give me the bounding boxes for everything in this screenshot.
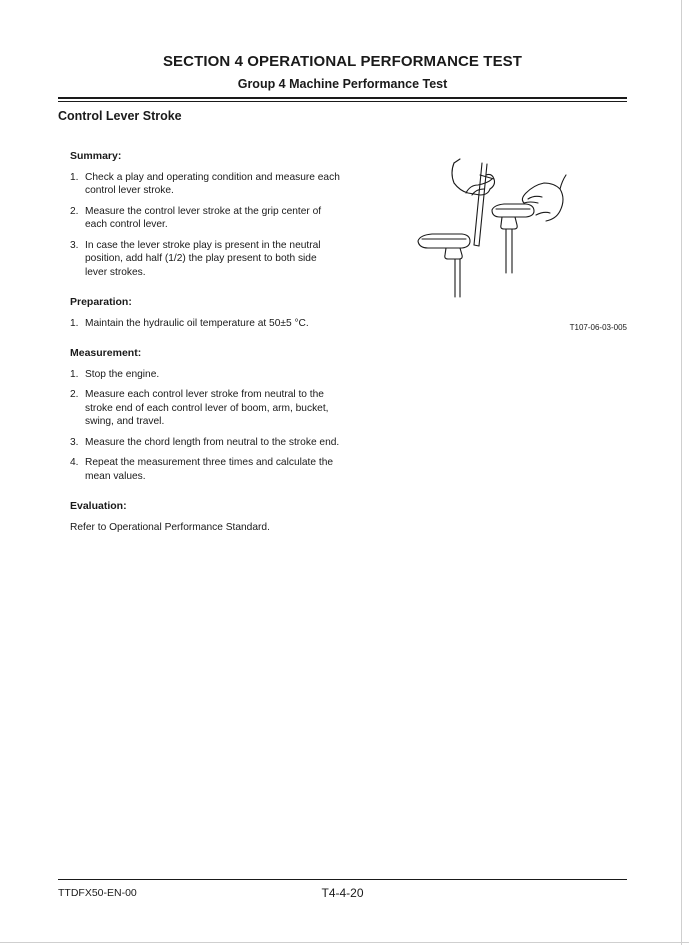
page-number: T4-4-20 xyxy=(321,886,364,900)
list-item xyxy=(70,456,340,483)
item-text: Measure the chord length from neutral to the stroke end. xyxy=(85,436,340,448)
item-text: In case the lever stroke play is present in the neutral position, add half (1/2) the play present to both side lever strokes. xyxy=(85,239,321,278)
item-text: Stop the engine. xyxy=(85,368,160,380)
summary-section xyxy=(70,150,340,279)
measurement-heading: Measurement: xyxy=(70,347,142,359)
header-rule-thick xyxy=(58,97,627,99)
item-text: Repeat the measurement three times and calculate the mean values. xyxy=(85,457,334,482)
item-number: 1. xyxy=(70,368,79,380)
figure-caption: T107-06-03-005 xyxy=(569,323,627,332)
group-title: Group 4 Machine Performance Test xyxy=(237,77,448,91)
header-rule-thin xyxy=(58,101,627,102)
evaluation-section xyxy=(70,500,340,534)
evaluation-heading: Evaluation: xyxy=(70,500,127,512)
item-number: 2. xyxy=(70,205,79,217)
list-item xyxy=(70,239,340,280)
preparation-list xyxy=(70,317,340,331)
list-item xyxy=(70,171,340,198)
list-item xyxy=(70,205,340,232)
item-number: 2. xyxy=(70,389,79,400)
item-number: 1. xyxy=(70,317,79,329)
main-content xyxy=(70,150,340,551)
list-item xyxy=(70,388,340,429)
evaluation-text: Refer to Operational Performance Standard. xyxy=(70,521,270,533)
page-title: Control Lever Stroke xyxy=(58,109,182,123)
control-lever-illustration xyxy=(410,155,580,305)
item-text: Maintain the hydraulic oil temperature at 50±5 °C. xyxy=(85,317,309,329)
item-text: Measure each control lever stroke from neutral to the stroke end of each control lever of boom, arm, bucket, swing, and travel. xyxy=(85,389,329,427)
item-number: 3. xyxy=(70,436,79,448)
page-edge-right xyxy=(681,0,682,945)
footer-rule xyxy=(58,879,627,880)
item-number: 1. xyxy=(70,171,79,183)
item-number: 4. xyxy=(70,457,79,468)
list-item xyxy=(70,436,340,450)
summary-heading: Summary: xyxy=(70,150,122,162)
measurement-list xyxy=(70,368,340,484)
item-text: Measure the control lever stroke at the grip center of each control lever. xyxy=(85,205,322,230)
measurement-section xyxy=(70,347,340,483)
summary-list xyxy=(70,171,340,280)
item-text: Check a play and operating condition and measure each control lever stroke. xyxy=(85,171,340,196)
preparation-heading: Preparation: xyxy=(70,296,132,308)
section-title: SECTION 4 OPERATIONAL PERFORMANCE TEST xyxy=(162,53,523,70)
page-edge-bottom xyxy=(0,942,689,943)
item-number: 3. xyxy=(70,239,79,251)
list-item xyxy=(70,317,340,331)
document-code: TTDFX50-EN-00 xyxy=(58,887,137,899)
preparation-section xyxy=(70,296,340,330)
list-item xyxy=(70,368,340,382)
